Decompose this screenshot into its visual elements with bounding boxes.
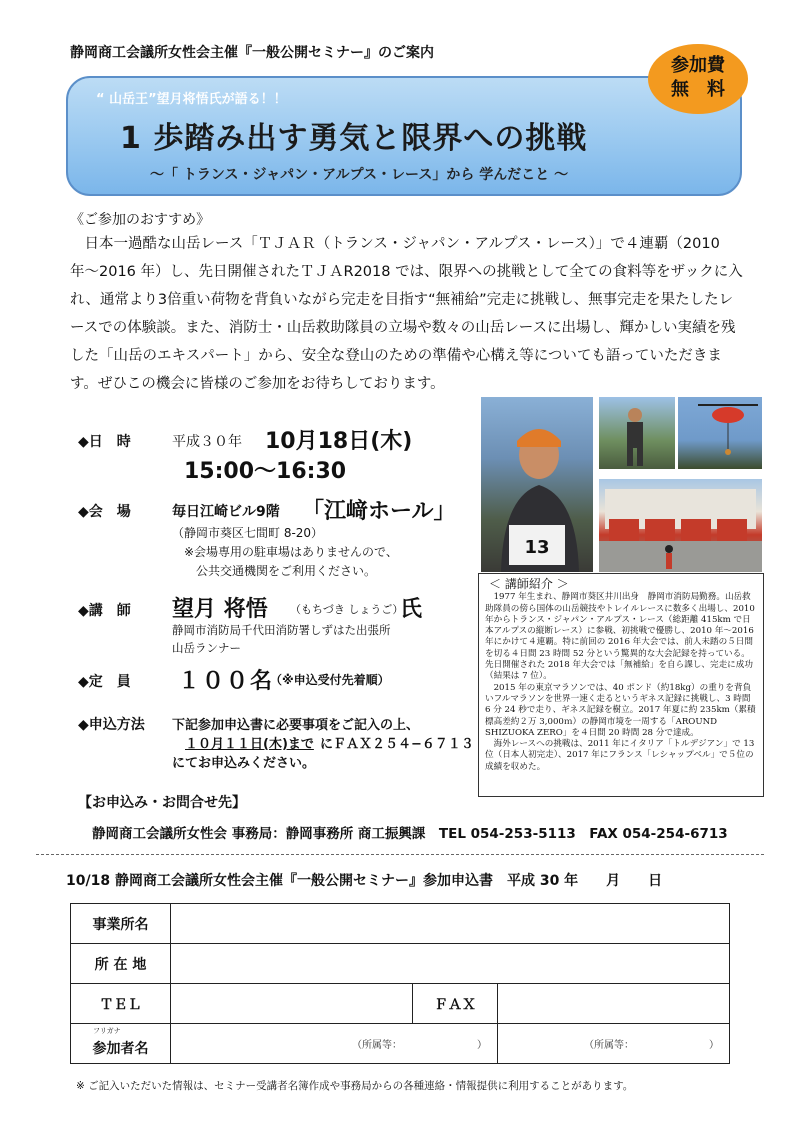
- venue-address: （静岡市葵区七間町 8-20）: [172, 526, 324, 540]
- speaker-suffix: 氏: [400, 597, 423, 622]
- venue-label: ◆会 場: [78, 504, 131, 520]
- participant-furigana: フリガナ: [93, 1027, 121, 1035]
- helicopter-image: [678, 397, 762, 469]
- fee-label: 参加費: [671, 55, 725, 76]
- application-form-title: 10/18 静岡商工会議所女性会主催『一般公開セミナー』参加申込書 平成 30 年 月 日: [66, 873, 663, 889]
- bio-paragraph-1: 1977 年生まれ、静岡市葵区井川出身 静岡市消防局勤務。山岳救助隊員の傍ら国体の山岳競技やトレイルレースに数多く出場し、2010 年からトランス・ジャパン・アルプス・レース（総距離 415km で日本アルプスの縦断レース）に参戦、初挑戦で優勝し、2010 年〜2016 年にかけて４連覇。特に前回の 2016 年大会では、前人未踏の５日間を切る４日間 23 時間 52 分という驚異的な大会記録を持っている。先日開催された 2018 年大会では「無補給」を自ら課し、完走に成功（結果は 7 位）。: [485, 592, 755, 682]
- affiliation-field-2: （所属等： ）: [584, 1039, 719, 1051]
- bib-number: 13: [524, 537, 550, 558]
- seminar-title: 1 歩踏み出す勇気と限界への挑戦: [120, 121, 588, 156]
- application-line-1: 下記参加申込書に必要事項をご記入の上、: [172, 718, 420, 733]
- recommendation-heading: 《ご参加のおすすめ》: [70, 212, 211, 228]
- runner-portrait-image: [481, 397, 593, 572]
- form-row-address: [71, 944, 730, 984]
- form-row-participant: [71, 1024, 730, 1064]
- bio-paragraph-3: 海外レースへの挑戦は、2011 年にイタリア「トルデジアン」で 13 位（日本人初完走）、2017 年にフランス「レシャップベル」で５位の成績を収めた。: [485, 739, 755, 772]
- participant-input-cell-1[interactable]: [171, 1024, 498, 1064]
- datetime-label: ◆日 時: [78, 434, 131, 450]
- capacity-value: １００名: [178, 669, 275, 694]
- datetime-time: 15:00〜16:30: [184, 459, 347, 484]
- capacity-note: （※申込受付先着順）: [270, 673, 390, 687]
- bio-title: ＜ 講師紹介 ＞: [489, 577, 569, 591]
- company-input-cell[interactable]: [171, 904, 730, 944]
- form-row-company: [71, 904, 730, 944]
- organizer-line: 静岡商工会議所女性会主催『一般公開セミナー』のご案内: [70, 45, 434, 61]
- application-line-3: にてお申込みください。: [172, 756, 316, 771]
- datetime-era: 平成３０年: [172, 434, 242, 450]
- trail-runner-photo: [599, 397, 675, 469]
- contact-heading: 【お申込み・お問合せ先】: [78, 795, 246, 811]
- fax-input-cell[interactable]: [498, 984, 730, 1024]
- fee-value: 無 料: [671, 79, 725, 100]
- venue-note-2: 公共交通機関をご利用ください。: [196, 564, 377, 578]
- cut-line-divider: [36, 854, 764, 855]
- affiliation-field-1: （所属等： ）: [352, 1039, 487, 1051]
- speaker-affiliation: 静岡市消防局千代田消防署しずはた出張所: [172, 623, 391, 637]
- speaker-role: 山岳ランナー: [172, 641, 241, 655]
- tel-label: ＴＥＬ: [71, 984, 171, 1024]
- application-label: ◆申込方法: [78, 717, 145, 733]
- speaker-photos: [481, 397, 762, 572]
- speaker-biography-box: [478, 573, 764, 797]
- participant-input-cell-2[interactable]: [498, 1024, 730, 1064]
- application-form: [70, 903, 730, 1064]
- speaker-name: 望月 将悟: [172, 597, 268, 622]
- form-row-phone: [71, 984, 730, 1024]
- application-fax: にＦＡＸ２５４−６７１３: [320, 737, 474, 752]
- capacity-label: ◆定 員: [78, 674, 131, 690]
- recommendation-body: 日本一過酷な山岳レース「ＴＪＡＲ（トランス・ジャパン・アルプス・レース）」で４連覇（2010年〜2016 年）し、先日開催されたＴＪＡR2018 では、限界への挑戦として全ての食料等をザックに入れ、通常より3倍重い荷物を背負いながら完走を目指す“無補給”完走に挑戦し、無事完走を果たしたレースでの体験談。また、消防士・山岳救助隊員の立場や数々の山岳レースに出場し、輝かしい実績を残した「山岳のエキスパート」から、安全な登山のための準備や心構え等についても語っていただきます。ぜひこの機会に皆様のご参加をお待ちしております。: [70, 236, 743, 392]
- contact-details: 静岡商工会議所女性会 事務局：静岡事務所 商工振興課 TEL 054-253-5113 FAX 054-254-6713: [92, 826, 728, 842]
- speaker-label: ◆講 師: [78, 603, 131, 619]
- address-label: 所 在 地: [71, 944, 171, 984]
- venue-note-1: ※会場専用の駐車場はありませんので、: [184, 545, 398, 559]
- trail-runner-image: [599, 397, 675, 469]
- address-input-cell[interactable]: [171, 944, 730, 984]
- banner-pre-title: “ 山岳王”望月将悟氏が語る！！: [96, 92, 287, 107]
- fire-station-image: [599, 479, 762, 572]
- privacy-footnote: ※ ご記入いただいた情報は、セミナー受講者名簿作成や事務局からの各種連絡・情報提供に利用することがあります。: [76, 1080, 634, 1092]
- company-label: 事業所名: [71, 904, 171, 944]
- speaker-reading: （もちづき しょうご）: [290, 603, 404, 616]
- rescue-helicopter-photo: [678, 397, 762, 469]
- free-fee-badge: [648, 44, 748, 114]
- datetime-date: 10月18日(木): [265, 429, 413, 454]
- fire-station-photo: [599, 479, 762, 572]
- seminar-subtitle: 〜「 トランス・ジャパン・アルプス・レース」から 学んだこと 〜: [150, 167, 569, 183]
- fax-label: ＦＡＸ: [413, 984, 498, 1024]
- speaker-portrait-photo: [481, 397, 593, 572]
- venue-hall: 「江﨑ホール」: [302, 499, 456, 524]
- participant-label: 参加者名: [92, 1040, 149, 1057]
- venue-building: 毎日江崎ビル9階: [172, 504, 280, 520]
- bio-paragraph-2: 2015 年の東京マラソンでは、40 ポンド（約18kg）の重りを背負いフルマラソンを世界一速く走るというギネス記録に挑戦し、3 時間 6 分 24 秒で走り、ギネス記録を樹立。2017 年夏に約 235km（累積標高差約２万 3,000ｍ）の静岡市境を一周する「AROUND SHIZUOKA ZERO」を４日間 20 時間 28 分で達成。: [485, 682, 756, 738]
- application-deadline: １０月１１日(木)まで: [185, 737, 314, 752]
- tel-input-cell[interactable]: [171, 984, 413, 1024]
- participant-label-cell: [71, 1024, 171, 1064]
